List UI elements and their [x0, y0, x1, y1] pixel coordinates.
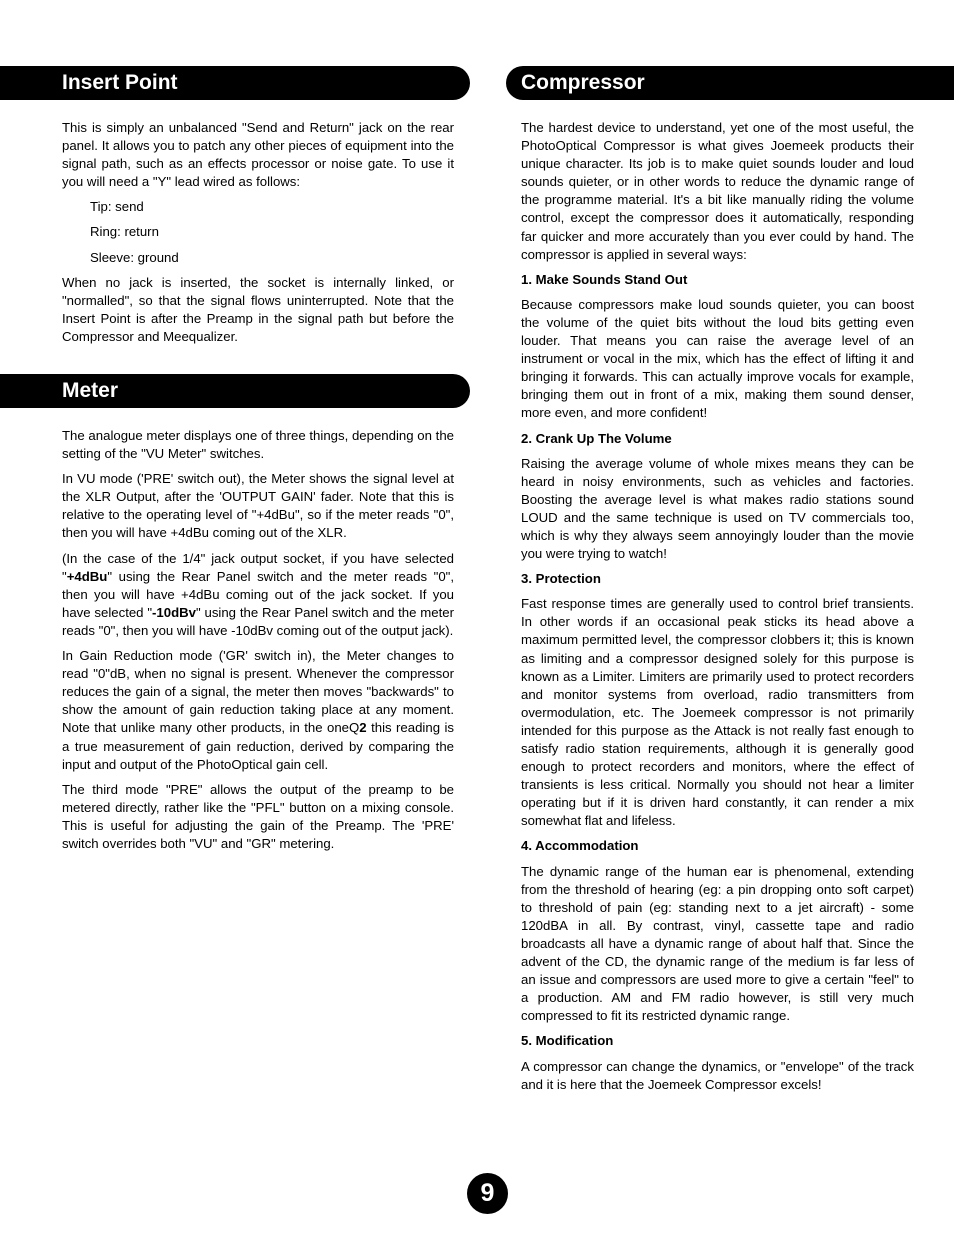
compressor-intro: The hardest device to understand, yet one of the most useful, the PhotoOptical Compressor is what gives Joemeek products their unique character. Its job is to make quiet sounds louder and loud sounds quieter, or in other words to reduce the dynamic range of the programme material. It's a bit like manually riding the volume control, except the compressor does it automatically, responding far quicker and more accurately than you ever could by hand. The compressor is applied in several ways:	[521, 120, 914, 262]
protection-text: Fast response times are generally used to control brief transients. In other words if an occasional peak sticks its head above a maximum permitted level, the compressor clobbers it; this is known as limiting and a compressor designed solely for this purpose is known as a Limiter. Limiters are primarily used to protect recorders and monitor systems from overload, radio transmitters from overmodulation, etc. The Joemeek compressor is not primarily intended for this purpose as the Attack is not really fast enough to satisfy radio station requirements, although it is generally good enough to protect recorders and monitors, where the effect of transients is less critical. Normally you should not hear a limiter operating but if it is driven hard constantly, it can render a mix somewhat flat and lifeless.	[521, 596, 914, 829]
minus10dbv-label: -10dBv	[152, 604, 196, 620]
subheading-accommodation: 4. Accommodation	[521, 838, 639, 854]
meter-jack-output: (In the case of the 1/4" jack output socket, if you have selected "+4dBu" using the Rear Panel switch and the meter reads "0", then you will have +4dBu coming out of the jack socket. If you have selected "-10dBv" using the Rear Panel switch and the meter reads "0", then you will have -10dBv coming out of the output jack).	[62, 550, 454, 638]
insert-point-title: Insert Point	[62, 71, 178, 94]
insert-point-normalled: When no jack is inserted, the socket is internally linked, or "normalled", so that the signal flows uninterrupted. Note that the Insert Point is after the Preamp in the signal path but before the Compressor and Meequalizer.	[62, 274, 454, 344]
insert-point-section	[62, 119, 454, 353]
meter-heading	[0, 374, 470, 408]
meter-pre-mode: The third mode "PRE" allows the output of the preamp to be metered directly, rather like the "PFL" button on a mixing console. This is useful for adjusting the gain of the Preamp. The 'PRE' switch overrides both "VU" and "GR" metering.	[62, 781, 454, 851]
plus4dbu-label: +4dBu	[66, 568, 108, 584]
meter-title: Meter	[62, 379, 119, 402]
meter-intro: The analogue meter displays one of three things, depending on the setting of the "VU Meter" switches.	[62, 428, 454, 462]
subheading-crank-volume: 2. Crank Up The Volume	[521, 430, 672, 446]
insert-point-intro: This is simply an unbalanced "Send and Return" jack on the rear panel. It allows you to patch any other pieces of equipment into the signal path, such as an effects processor or noise gate. To use it you will need a "Y" lead wired as follows:	[62, 120, 454, 190]
crank-volume-text: Raising the average volume of whole mixes means they can be heard in noisy environments, such as vehicles and factories. Boosting the average level is what makes radio stations sound LOUD and the same technique is used on TV commercials too, which is why they always seem annoyingly louder than the movie you were trying to watch!	[521, 455, 914, 562]
wiring-tip: Tip: send	[90, 199, 144, 215]
subheading-protection: 3. Protection	[521, 571, 601, 587]
modification-text: A compressor can change the dynamics, or "envelope" of the track and it is here that the Joemeek Compressor excels!	[521, 1058, 914, 1092]
meter-vu-mode: In VU mode ('PRE' switch out), the Meter shows the signal level at the XLR Output, after the 'OUTPUT GAIN' fader. Note that this is relative to the operating level of "+4dBu", so if the meter reads "0", then you will have +4dBu coming out of the XLR.	[62, 471, 454, 541]
compressor-heading	[506, 66, 954, 100]
meter-section	[62, 427, 454, 860]
page-number: 9	[467, 1173, 508, 1214]
subheading-modification: 5. Modification	[521, 1033, 614, 1049]
wiring-ring: Ring: return	[90, 224, 159, 240]
insert-point-heading	[0, 66, 470, 100]
compressor-title: Compressor	[521, 71, 645, 94]
accommodation-text: The dynamic range of the human ear is phenomenal, extending from the threshold of hearing (eg: a pin dropping onto soft carpet) to threshold of pain (eg: standing next to a jet aircraft) - some 120dBA in all. By contrast, vinyl, cassette tape and radio broadcasts all have a dynamic range of about half that. Since the advent of the CD, the dynamic range of the medium is far less of an issue and compressors are used more to give a certain "feel" to a production. AM and FM radio however, is still very much compressed to fit its restricted dynamic range.	[521, 863, 914, 1024]
subheading-stand-out: 1. Make Sounds Stand Out	[521, 271, 688, 287]
wiring-sleeve: Sleeve: ground	[90, 249, 179, 265]
compressor-section	[521, 119, 914, 1101]
stand-out-text: Because compressors make loud sounds quieter, you can boost the volume of the quiet bits without the loud bits getting even louder. That means you can raise the average level of an instrument or vocal in the mix, which has the effect of lifting it and bringing it forwards. This can actually improve vocals for example, bringing them out in front of a mix, making them sound denser, more even, and more confident!	[521, 296, 914, 421]
meter-gr-mode: In Gain Reduction mode ('GR' switch in), the Meter changes to read "0"dB, when no signal is present. Whenever the compressor reduces the gain of a signal, the meter then moves "backwards" to show the amount of gain reduction taking place at any moment. Note that unlike many other products, in the oneQ2 this reading is a true measurement of gain reduction, derived by comparing the input and output of the PhotoOptical gain cell.	[62, 648, 454, 772]
